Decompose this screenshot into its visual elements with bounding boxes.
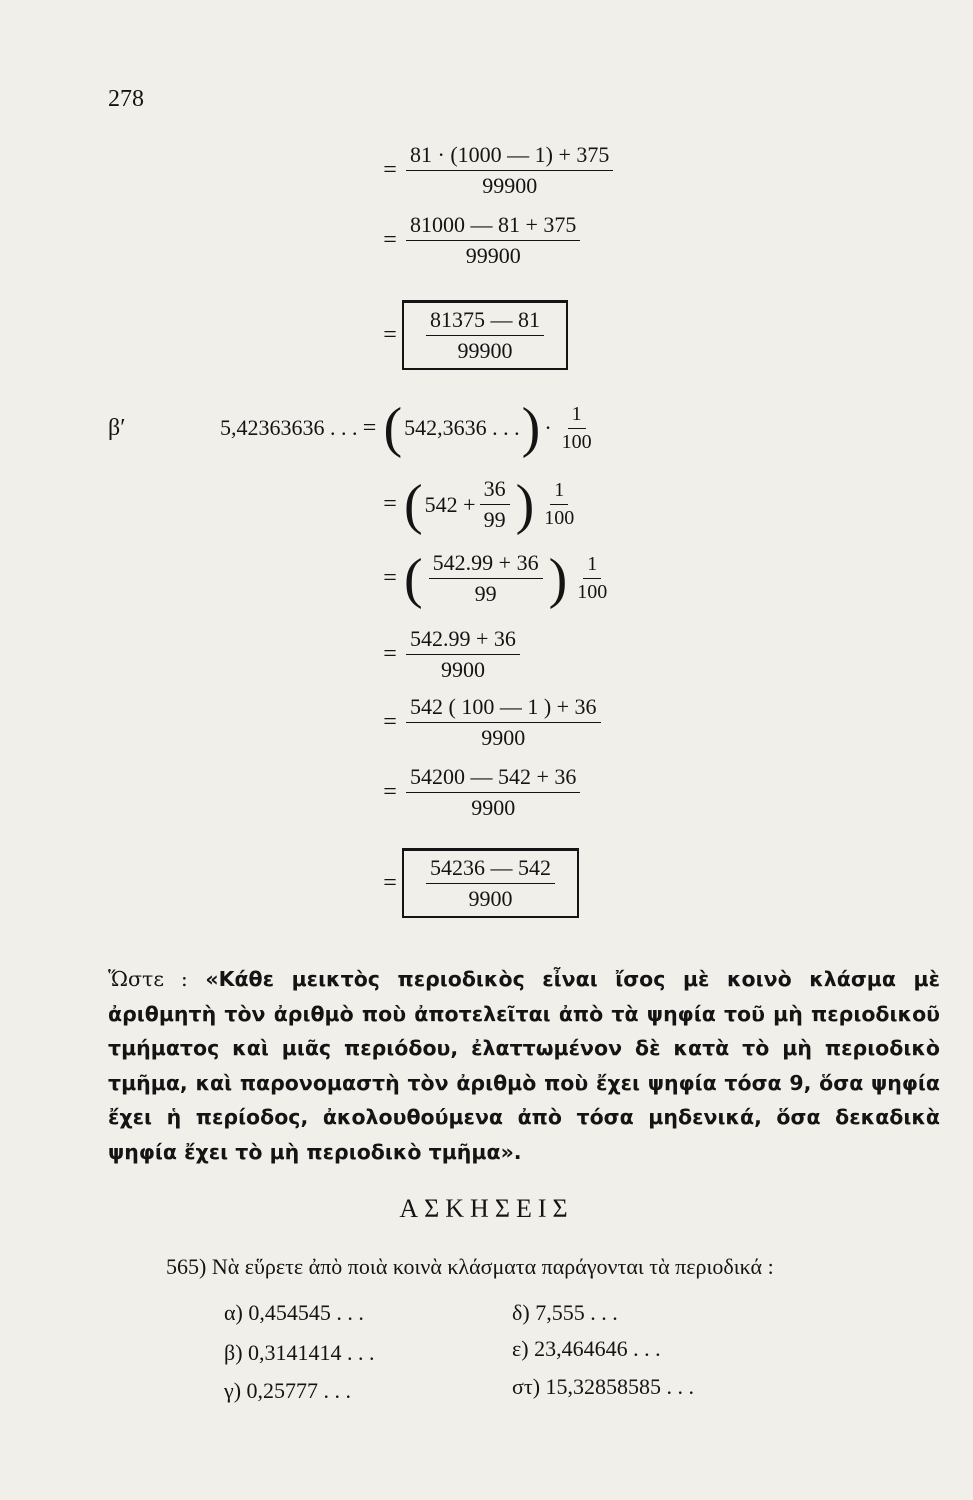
denominator: 99900 [457,338,513,363]
page-number: 278 [108,86,144,112]
theorem-body: «Κάθε μεικτὸς περιοδικὸς εἶναι ἴσος μὲ κοινὸ κλάσμα μὲ ἀριθμητὴ τὸν ἀριθμὸ ποὺ ἀποτελεῖται ἀπὸ τὰ ψηφία τοῦ μὴ περιοδικοῦ τμήματος καὶ μιᾶς περιόδου, ἐλαττωμένον δὲ κατὰ τὸ μὴ περιοδικὸ τμῆμα, καὶ παρονομαστὴ τὸν ἀριθμὸ ποὺ ἔχει ψηφία τόσα 9, ὅσα ψηφία ἔχει ἡ περίοδος, ἀκολουθούμενα ἀπὸ τόσα μηδενικά, ὅσα δεκαδικὰ ψηφία ἔχει τὸ μὴ περιοδικὸ τμῆμα». [108,967,940,1164]
numerator: 542.99 + 36 [429,550,543,579]
equals-sign: = [383,709,397,735]
fraction [406,694,601,751]
fraction [406,212,580,269]
numerator: 542.99 + 36 [406,626,520,655]
left-paren: ( [404,473,423,536]
fraction [558,403,596,454]
numerator: 54200 — 542 + 36 [406,764,580,793]
denominator: 99 [483,507,506,532]
fraction [540,479,578,530]
fraction [406,764,580,821]
denominator: 9900 [481,725,526,750]
denominator: 100 [544,507,575,529]
denominator: 99900 [465,243,521,268]
equation-beta: β′ 5,42363636 . . . = ( 542,3636 . . . ) · $\frac{1}{100}$ [108,400,600,456]
denominator: 99 [474,581,497,606]
equation-step-10-boxed [378,848,579,918]
equation-step-1 [378,142,617,199]
exercise-item-e: ε) 23,464646 . . . [512,1336,661,1361]
equation-step-8 [378,694,605,751]
equation-step-2 [378,212,584,269]
exercise-item-st: στ) 15,32858585 . . . [512,1374,695,1399]
equation-step-5 [378,473,582,536]
equals-sign: = [383,491,397,517]
numerator: 1 [568,403,586,429]
inner-value: 542,3636 . . . [404,415,520,440]
fraction [426,307,544,364]
equals-sign: = [383,565,397,591]
exercise-intro: 565) Νὰ εὕρετε ἀπὸ ποιὰ κοινὰ κλάσματα παράγονται τὰ περιοδικά : [166,1254,774,1279]
lhs-value: 5,42363636 . . . [220,415,358,440]
denominator: 99900 [482,173,538,198]
fraction [426,855,555,912]
denominator: 9900 [440,657,485,682]
numerator: 542 ( 100 — 1 ) + 36 [406,694,601,723]
theorem-paragraph [108,962,940,1170]
equals-sign: = [383,869,397,896]
theorem-lead: Ὥστε : [108,967,188,991]
equals-sign: = [383,641,397,667]
exercise-item-a: α) 0,454545 . . . [224,1300,364,1325]
equals-sign: = [383,779,397,805]
fraction [573,553,611,604]
numerator: 1 [583,553,601,579]
numerator: 81 · (1000 — 1) + 375 [406,142,613,171]
denominator: 9900 [471,795,516,820]
equation-step-7 [378,626,524,683]
exercise-item-d: δ) 7,555 . . . [512,1300,618,1325]
result-box [402,300,568,370]
fraction [480,476,510,533]
integer-part: 542 + [424,491,476,517]
numerator: 36 [480,476,510,505]
right-paren: ) [521,397,541,459]
equals-sign: = [383,321,397,348]
equation-step-6 [378,547,615,610]
numerator: 54236 — 542 [426,855,555,884]
numerator: 1 [550,479,568,505]
exercise-item-c: γ) 0,25777 . . . [224,1378,352,1403]
fraction [406,142,613,199]
right-paren: ) [515,473,535,536]
left-paren: ( [383,397,403,459]
equals-sign: = [383,227,397,253]
fraction [406,626,520,683]
exercises-heading: ΑΣΚΗΣΕΙΣ [399,1194,574,1223]
denominator: 100 [561,430,592,453]
equation-step-9 [378,764,584,821]
fraction [429,550,543,607]
numerator: 81000 — 81 + 375 [406,212,580,241]
equals-sign: = [362,414,377,441]
result-box [402,848,579,918]
case-label: β′ [108,414,126,441]
denominator: 9900 [468,886,513,911]
equals-sign: = [383,157,397,183]
numerator: 81375 — 81 [426,307,544,336]
denominator: 100 [577,581,608,603]
right-paren: ) [548,547,568,610]
exercise-item-b: β) 0,3141414 . . . [224,1340,375,1365]
left-paren: ( [404,547,423,610]
equation-step-3-boxed [378,300,568,370]
